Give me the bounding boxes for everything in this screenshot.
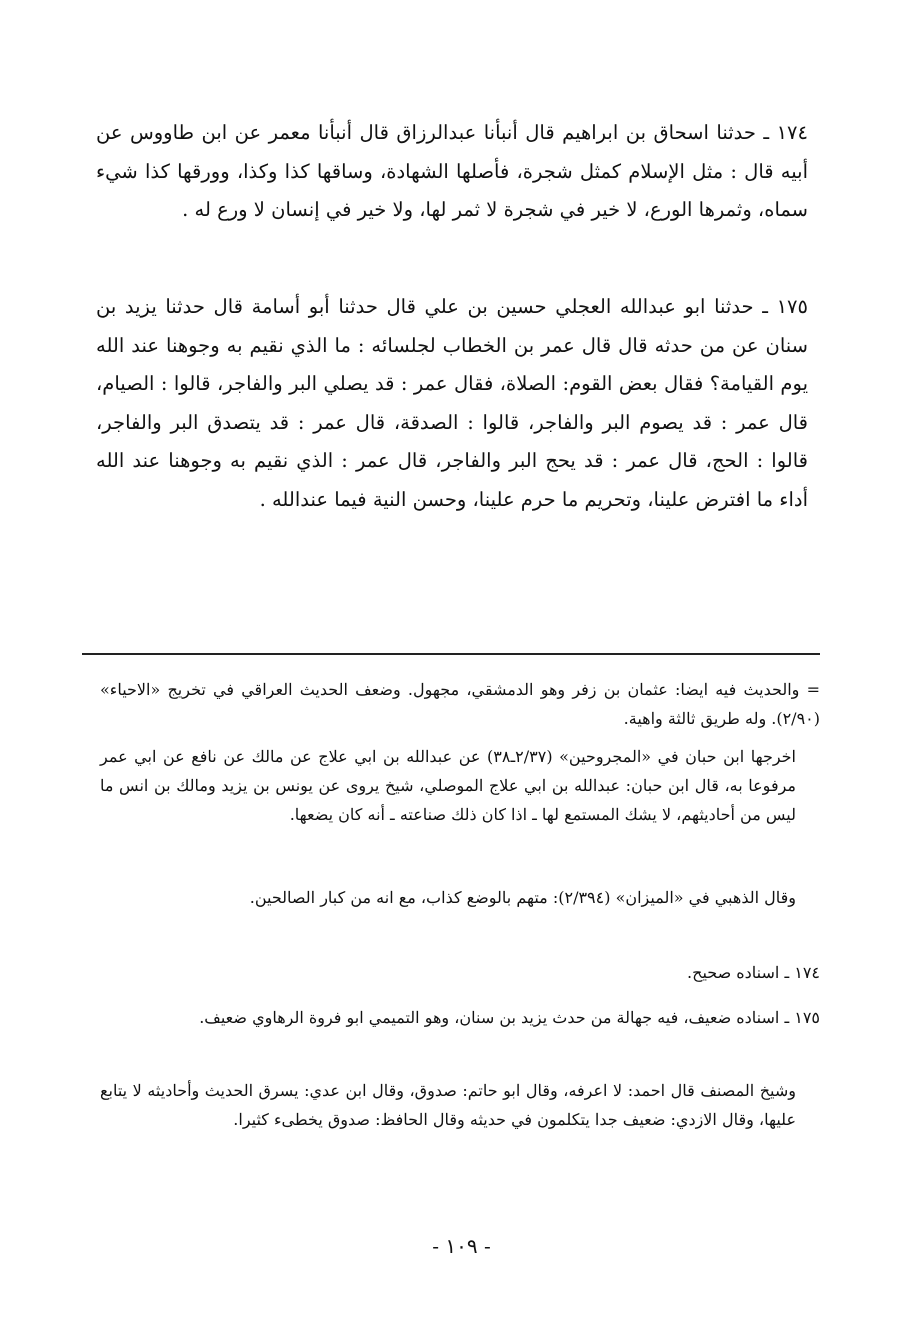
footnote-174: ١٧٤ ـ اسناده صحيح. xyxy=(687,963,820,982)
hadith-paragraph-174: ١٧٤ ـ حدثنا اسحاق بن ابراهيم قال أنبأنا عبدالرزاق قال أنبأنا معمر عن ابن طاووس عن أبيه قال : مثل الإسلام كمثل شجرة، فأصلها الشهادة، وساقها كذا وكذا، وورقها كذا شيء سماه، وثمرها الورع، لا خير في شجرة لا ثمر لها، ولا خير في إنسان لا ورع له . xyxy=(96,121,808,221)
hadith-paragraph-175: ١٧٥ ـ حدثنا ابو عبدالله العجلي حسين بن علي قال حدثنا أبو أسامة قال حدثنا يزيد بن سنان عن من حدثه قال قال عمر بن الخطاب لجلسائه : ما الذي نقيم به وجوهنا عند الله يوم القيامة؟ فقال بعض القوم: الصلاة، فقال عمر : قد يصلي البر والفاجر، قالوا : الصيام، قال عمر : قد يصوم البر والفاجر، قالوا : الصدقة، قال عمر : قد يتصدق البر والفاجر، قالوا : الحج، قال عمر : قد يحج البر والفاجر، قال عمر : الذي نقيم به وجوهنا عند الله أداء ما افترض علينا، وتحريم ما حرم علينا، وحسن النية فيما عندالله . xyxy=(96,295,808,511)
footnote-dhahabi: وقال الذهبي في «الميزان» (٢/٣٩٤): متهم بالوضع كذاب، مع انه من كبار الصالحين. xyxy=(249,888,796,907)
footnote-175: ١٧٥ ـ اسناده ضعيف، فيه جهالة من حدث يزيد بن سنان، وهو التميمي ابو فروة الرهاوي ضعيف. xyxy=(199,1008,820,1027)
footnote-author-sheikh: وشيخ المصنف قال احمد: لا اعرفه، وقال ابو حاتم: صدوق، وقال ابن عدي: يسرق الحديث وأحاديثه لا يتابع عليها، وقال الازدي: ضعيف جدا يتكلمون في حديثه وقال الحافظ: صدوق يخطىء كثيرا. xyxy=(100,1081,796,1129)
footnote-divider xyxy=(82,653,820,655)
footnote-ibn-hibban: اخرجها ابن حبان في «المجروحين» (٢/٣٧ـ٣٨) عن عبدالله بن ابي علاج عن مالك عن نافع عن ابي عمر مرفوعا به، قال ابن حبان: عبدالله بن ابي علاج الموصلي، شيخ يروى عن يونس بن يزيد ومالك بن انس ما ليس من أحاديثهم، لا يشك المستمع لها ـ اذا كان ذلك صناعته ـ أنه كان يضعها. xyxy=(100,747,797,824)
page-number: - ١٠٩ - xyxy=(432,1234,491,1258)
footnote-continuation: = والحديث فيه ايضا: عثمان بن زفر وهو الدمشقي، مجهول. وضعف الحديث العراقي في تخريج «الاحياء» (٢/٩٠). وله طريق ثالثة واهية. xyxy=(100,680,821,728)
